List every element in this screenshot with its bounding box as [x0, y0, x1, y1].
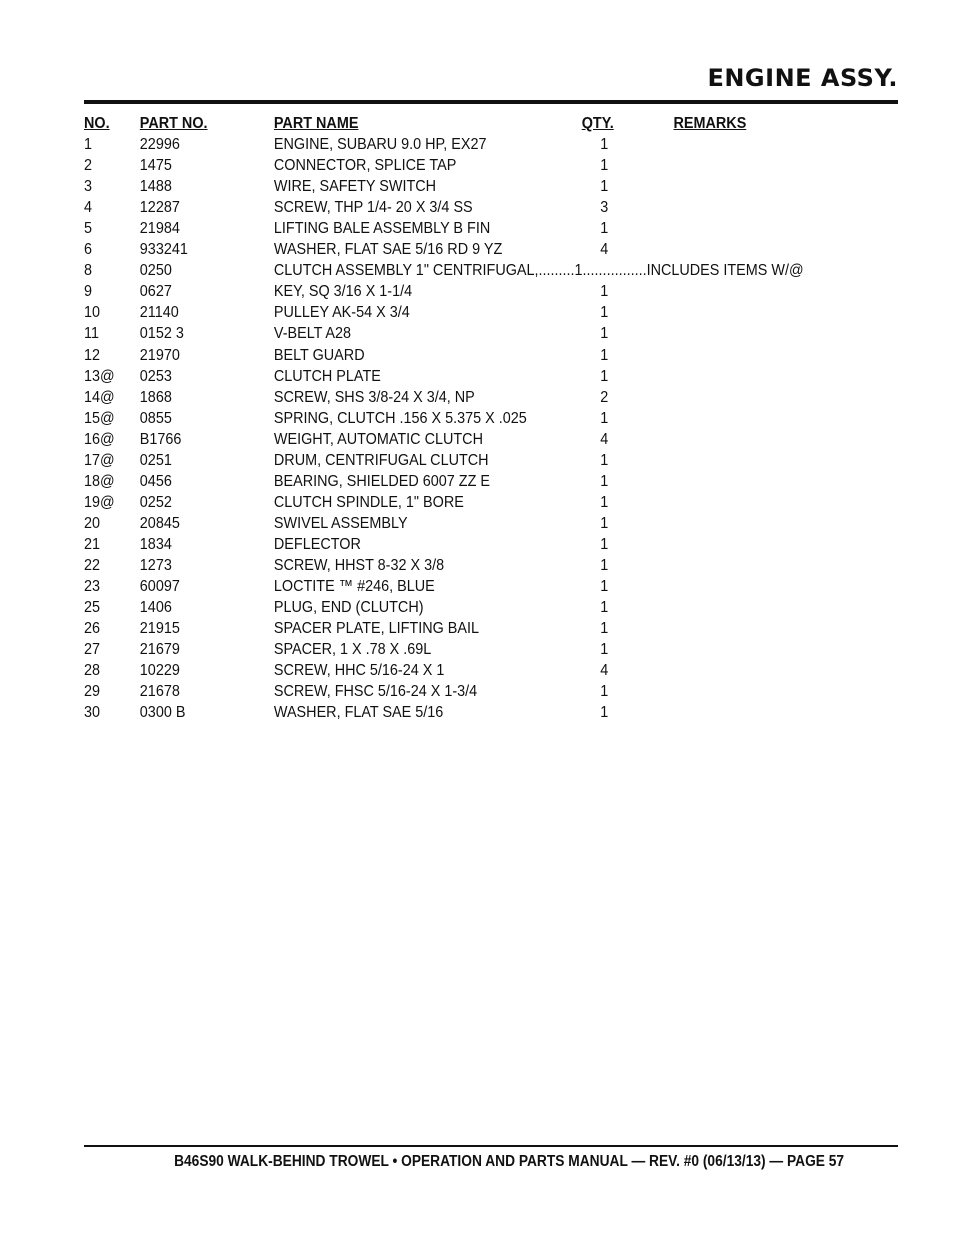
cell-part-name: CONNECTOR, SPLICE TAP — [273, 157, 457, 175]
table-row — [84, 681, 817, 702]
cell-part-no: 10229 — [139, 662, 180, 680]
table-row — [84, 281, 817, 302]
cell-qty: 3 — [600, 199, 609, 217]
cell-part-name: V-BELT A28 — [273, 325, 352, 343]
header-part-no: PART NO. — [139, 115, 208, 132]
cell-part-no: 1406 — [139, 599, 172, 617]
table-row — [84, 302, 817, 323]
cell-no: 1 — [84, 136, 93, 154]
cell-qty: 1 — [600, 283, 609, 301]
table-row — [84, 176, 817, 197]
table-row — [84, 260, 817, 281]
cell-no: 22 — [84, 556, 101, 574]
cell-qty: 1 — [600, 304, 609, 322]
header-no: NO. — [84, 115, 110, 132]
cell-no: 30 — [84, 704, 101, 722]
footer-rule — [84, 1145, 898, 1147]
cell-no: 11 — [84, 325, 99, 343]
cell-part-name: SCREW, HHC 5/16-24 X 1 — [273, 662, 445, 680]
cell-qty: 1 — [600, 620, 609, 638]
cell-part-name: WEIGHT, AUTOMATIC CLUTCH — [273, 430, 483, 448]
table-row — [84, 660, 817, 681]
cell-part-name: SCREW, FHSC 5/16-24 X 1-3/4 — [273, 683, 478, 701]
cell-qty: 1 — [600, 409, 609, 427]
table-row — [84, 366, 817, 387]
cell-part-no: 1273 — [139, 556, 172, 574]
cell-no: 6 — [84, 241, 93, 259]
cell-qty: 4 — [600, 662, 609, 680]
cell-part-no: 21984 — [139, 220, 180, 238]
cell-part-no: 0627 — [139, 283, 172, 301]
table-row — [84, 387, 817, 408]
cell-part-no: 933241 — [139, 241, 188, 259]
cell-part-no: 21970 — [139, 346, 180, 364]
cell-qty: 1 — [600, 136, 609, 154]
cell-part-name: DEFLECTOR — [273, 535, 361, 553]
table-row — [84, 534, 817, 555]
cell-part-no: 0152 3 — [139, 325, 184, 343]
cell-part-no: 0250 — [139, 262, 172, 280]
cell-part-name: DRUM, CENTRIFUGAL CLUTCH — [273, 451, 489, 469]
cell-qty: 1 — [600, 472, 609, 490]
cell-qty: 1 — [600, 704, 609, 722]
cell-part-name: WASHER, FLAT SAE 5/16 RD 9 YZ — [273, 241, 503, 259]
cell-part-no: 1488 — [139, 178, 172, 196]
table-row — [84, 618, 817, 639]
cell-part-name: SCREW, HHST 8-32 X 3/8 — [273, 556, 445, 574]
cell-no: 4 — [84, 199, 93, 217]
cell-no: 18@ — [84, 472, 115, 490]
header-qty: QTY. — [581, 115, 614, 132]
cell-qty: 1 — [600, 493, 609, 511]
cell-qty: 1 — [600, 346, 609, 364]
cell-part-no: 21679 — [139, 641, 180, 659]
cell-no: 8 — [84, 262, 93, 280]
cell-part-name: CLUTCH SPINDLE, 1" BORE — [273, 493, 464, 511]
table-row — [84, 134, 817, 155]
cell-part-no: 12287 — [139, 199, 180, 217]
header-part-name: PART NAME — [273, 115, 359, 132]
table-row — [84, 639, 817, 660]
cell-no: 25 — [84, 599, 101, 617]
cell-part-name: WIRE, SAFETY SWITCH — [273, 178, 437, 196]
cell-qty: 1 — [600, 599, 609, 617]
cell-qty: 4 — [600, 430, 609, 448]
table-row — [84, 576, 817, 597]
table-row — [84, 408, 817, 429]
cell-part-name: SCREW, SHS 3/8-24 X 3/4, NP — [273, 388, 475, 406]
cell-no: 17@ — [84, 451, 115, 469]
cell-part-name: SCREW, THP 1/4- 20 X 3/4 SS — [273, 199, 473, 217]
table-row — [84, 450, 817, 471]
cell-qty: 1 — [600, 451, 609, 469]
table-header — [84, 113, 817, 134]
cell-qty: 1 — [600, 641, 609, 659]
cell-qty: 1 — [600, 535, 609, 553]
cell-part-no: 22996 — [139, 136, 180, 154]
cell-part-name: WASHER, FLAT SAE 5/16 — [273, 704, 444, 722]
cell-no: 20 — [84, 514, 101, 532]
cell-part-no: 0252 — [139, 493, 172, 511]
cell-part-no: 1834 — [139, 535, 172, 553]
cell-no: 15@ — [84, 409, 115, 427]
cell-part-name: LIFTING BALE ASSEMBLY B FIN — [273, 220, 491, 238]
table-row — [84, 471, 817, 492]
cell-no: 12 — [84, 346, 101, 364]
cell-no: 14@ — [84, 388, 115, 406]
cell-part-name: CLUTCH ASSEMBLY 1" CENTRIFUGAL,.........1................INCLUDES ITEMS W/@ — [273, 262, 804, 280]
cell-qty: 1 — [600, 556, 609, 574]
cell-part-name: PULLEY AK-54 X 3/4 — [273, 304, 410, 322]
cell-part-name: SPRING, CLUTCH .156 X 5.375 X .025 — [273, 409, 527, 427]
cell-no: 28 — [84, 662, 101, 680]
cell-part-no: 60097 — [139, 578, 180, 596]
cell-qty: 1 — [600, 683, 609, 701]
cell-no: 13@ — [84, 367, 115, 385]
page-title: ENGINE ASSY. — [707, 64, 898, 92]
cell-qty: 1 — [600, 367, 609, 385]
table-row — [84, 555, 817, 576]
cell-part-name: LOCTITE ™ #246, BLUE — [273, 578, 435, 596]
cell-part-no: 0300 B — [139, 704, 186, 722]
cell-part-name: BELT GUARD — [273, 346, 365, 364]
cell-no: 21 — [84, 535, 101, 553]
cell-part-no: 1475 — [139, 157, 172, 175]
table-body — [84, 134, 817, 723]
cell-part-name: ENGINE, SUBARU 9.0 HP, EX27 — [273, 136, 487, 154]
cell-part-name: PLUG, END (CLUTCH) — [273, 599, 424, 617]
cell-part-name: SWIVEL ASSEMBLY — [273, 514, 408, 532]
cell-qty: 1 — [600, 514, 609, 532]
table-row — [84, 492, 817, 513]
cell-part-no: 21678 — [139, 683, 180, 701]
cell-qty: 2 — [600, 388, 609, 406]
table-row — [84, 218, 817, 239]
cell-no: 10 — [84, 304, 101, 322]
cell-no: 3 — [84, 178, 93, 196]
cell-part-name: BEARING, SHIELDED 6007 ZZ E — [273, 472, 490, 490]
cell-qty: 1 — [600, 157, 609, 175]
cell-part-no: 1868 — [139, 388, 172, 406]
table-row — [84, 702, 817, 723]
cell-part-no: 0251 — [139, 451, 172, 469]
header-remarks: REMARKS — [673, 115, 747, 132]
cell-part-no: 21140 — [139, 304, 179, 322]
cell-no: 5 — [84, 220, 93, 238]
cell-no: 2 — [84, 157, 93, 175]
cell-part-name: KEY, SQ 3/16 X 1-1/4 — [273, 283, 413, 301]
cell-qty: 4 — [600, 241, 609, 259]
cell-no: 29 — [84, 683, 101, 701]
header-rule — [84, 100, 898, 104]
cell-part-no: 21915 — [139, 620, 180, 638]
table-row — [84, 323, 817, 344]
cell-qty: 1 — [600, 325, 609, 343]
cell-part-no: 0855 — [139, 409, 172, 427]
table-row — [84, 155, 817, 176]
page-footer: B46S90 WALK-BEHIND TROWEL • OPERATION AND PARTS MANUAL — REV. #0 (06/13/13) — PAGE 57 — [173, 1153, 844, 1170]
table-row — [84, 197, 817, 218]
cell-no: 26 — [84, 620, 101, 638]
table-row — [84, 345, 817, 366]
cell-no: 23 — [84, 578, 101, 596]
cell-part-no: B1766 — [139, 430, 182, 448]
cell-qty: 1 — [600, 178, 609, 196]
cell-part-no: 20845 — [139, 514, 180, 532]
cell-part-name: CLUTCH PLATE — [273, 367, 381, 385]
cell-no: 16@ — [84, 430, 115, 448]
cell-no: 27 — [84, 641, 101, 659]
cell-qty: 1 — [600, 578, 609, 596]
cell-no: 19@ — [84, 493, 115, 511]
table-row — [84, 513, 817, 534]
cell-part-no: 0253 — [139, 367, 172, 385]
table-row — [84, 239, 817, 260]
cell-qty: 1 — [600, 220, 609, 238]
cell-part-name: SPACER PLATE, LIFTING BAIL — [273, 620, 480, 638]
cell-no: 9 — [84, 283, 93, 301]
parts-table — [84, 113, 817, 723]
table-row — [84, 597, 817, 618]
cell-part-no: 0456 — [139, 472, 172, 490]
cell-part-name: SPACER, 1 X .78 X .69L — [273, 641, 432, 659]
table-row — [84, 429, 817, 450]
